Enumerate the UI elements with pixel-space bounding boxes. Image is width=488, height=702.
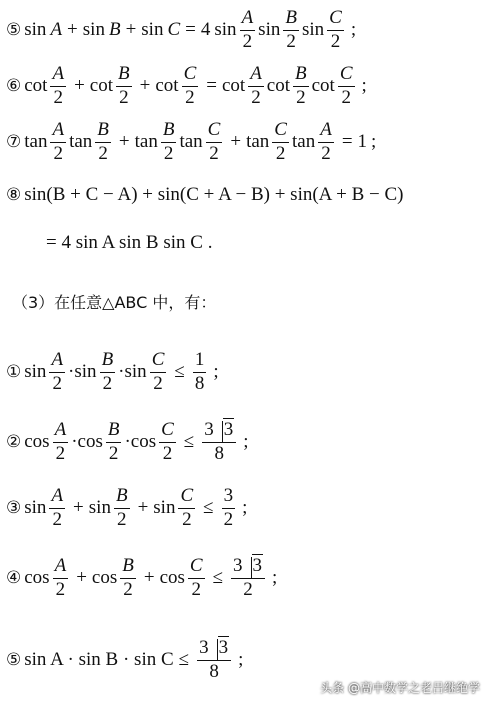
sin: sin bbox=[141, 19, 164, 41]
frac-3sqrt3-2: $\frac{3 3}{2}$ bbox=[231, 556, 265, 601]
tan: tan bbox=[134, 131, 158, 153]
plus: + bbox=[73, 497, 84, 519]
frac-c-2: $\frac{C}{2}$ bbox=[329, 7, 342, 52]
plus: + bbox=[125, 19, 137, 41]
semicolon: ; bbox=[272, 567, 278, 589]
cot: cot bbox=[89, 75, 114, 97]
sin: sin bbox=[214, 19, 237, 41]
leq: ≤ bbox=[174, 361, 185, 383]
circled-8: ⑧ bbox=[6, 185, 22, 205]
frac-1-8: $\frac{1}{8}$ bbox=[194, 349, 205, 394]
cos: cos bbox=[24, 431, 50, 453]
cot: cot bbox=[24, 75, 48, 97]
frac-b-2: $\frac{B}{2}$ bbox=[118, 63, 130, 108]
circled-7: ⑦ bbox=[6, 132, 22, 153]
sin: sin bbox=[74, 361, 97, 383]
cot: cot bbox=[221, 75, 246, 97]
semicolon: ; bbox=[242, 497, 248, 519]
tan: tan bbox=[69, 131, 93, 153]
dot: · bbox=[118, 361, 125, 383]
circled-3: ③ bbox=[6, 498, 22, 519]
identity-5 bbox=[6, 8, 356, 53]
plus: + bbox=[230, 131, 242, 153]
semicolon: ; bbox=[361, 75, 367, 97]
identity-8-lhs: sin(B + C − A) + sin(C + A − B) + sin(A + B − C) bbox=[24, 184, 404, 205]
cos: cos bbox=[77, 431, 103, 453]
semicolon: ; bbox=[243, 431, 249, 453]
frac-a-2: $\frac{A}{2}$ bbox=[241, 7, 254, 52]
cot: cot bbox=[311, 75, 335, 97]
semicolon: ; bbox=[350, 19, 357, 41]
frac-3sqrt3-8: $\frac{3 3}{8}$ bbox=[202, 420, 236, 465]
frac-a-2: $\frac{A}{2}$ bbox=[51, 485, 64, 530]
leq: ≤ bbox=[183, 431, 195, 453]
tan: tan bbox=[179, 131, 203, 153]
tan: tan bbox=[246, 131, 270, 153]
inequality-4 bbox=[6, 556, 277, 601]
frac-c-2: $\frac{C}{2}$ bbox=[180, 485, 194, 530]
frac-c-2: $\frac{C}{2}$ bbox=[274, 119, 287, 164]
cos: cos bbox=[91, 567, 118, 589]
semicolon: ; bbox=[238, 649, 244, 671]
frac-c-2: $\frac{C}{2}$ bbox=[183, 63, 197, 108]
circled-2: ② bbox=[6, 432, 22, 453]
dot: · bbox=[71, 431, 78, 453]
equals: = bbox=[206, 75, 217, 97]
sin: sin bbox=[301, 19, 325, 41]
sin: sin bbox=[24, 497, 47, 519]
circled-6: ⑥ bbox=[6, 76, 22, 97]
plus: + bbox=[118, 131, 130, 153]
leq: ≤ bbox=[178, 649, 190, 671]
frac-a-2: $\frac{A}{2}$ bbox=[52, 63, 65, 108]
sin: sin bbox=[153, 497, 176, 519]
frac-b-2: $\frac{B}{2}$ bbox=[162, 119, 175, 164]
plus: + bbox=[76, 567, 87, 589]
frac-c-2: $\frac{C}{2}$ bbox=[189, 555, 203, 600]
sin: sin bbox=[82, 19, 105, 41]
frac-a-2: $\frac{A}{2}$ bbox=[250, 63, 262, 108]
frac-b-2: $\frac{B}{2}$ bbox=[97, 119, 109, 164]
plus: + bbox=[67, 19, 78, 41]
frac-a-2: $\frac{A}{2}$ bbox=[51, 349, 64, 394]
four: 4 bbox=[200, 19, 211, 41]
semicolon: ; bbox=[371, 131, 377, 153]
identity-8 bbox=[6, 184, 403, 206]
frac-b-2: $\frac{B}{2}$ bbox=[295, 63, 307, 108]
var-c: C bbox=[167, 19, 181, 41]
frac-b-2: $\frac{B}{2}$ bbox=[122, 555, 134, 600]
cos: cos bbox=[24, 567, 50, 589]
frac-b-2: $\frac{B}{2}$ bbox=[285, 7, 297, 52]
frac-c-2: $\frac{C}{2}$ bbox=[207, 119, 221, 164]
leq: ≤ bbox=[212, 567, 224, 589]
equals: = bbox=[341, 131, 353, 153]
equals: = bbox=[185, 19, 196, 41]
frac-b-2: $\frac{B}{2}$ bbox=[101, 349, 114, 394]
sin: sin bbox=[24, 361, 47, 383]
var-b: B bbox=[108, 19, 121, 41]
watermark: 头条 @高中数学之老吕继绝学 bbox=[320, 681, 480, 695]
identity-8-rhs bbox=[46, 232, 212, 254]
plus: + bbox=[74, 75, 85, 97]
cos: cos bbox=[130, 431, 157, 453]
frac-c-2: $\frac{C}{2}$ bbox=[339, 63, 353, 108]
cos: cos bbox=[159, 567, 185, 589]
plus: + bbox=[137, 497, 149, 519]
dot: · bbox=[124, 431, 131, 453]
frac-a-2: $\frac{A}{2}$ bbox=[54, 555, 67, 600]
frac-a-2: $\frac{A}{2}$ bbox=[54, 419, 67, 464]
plus: + bbox=[139, 75, 151, 97]
identity-6 bbox=[6, 64, 367, 109]
heading-text: （3）在任意△ABC 中，有： bbox=[12, 293, 217, 312]
frac-b-2: $\frac{B}{2}$ bbox=[115, 485, 128, 530]
frac-b-2: $\frac{B}{2}$ bbox=[107, 419, 120, 464]
product-expr: sin A · sin B · sin C bbox=[24, 649, 174, 671]
semicolon: ; bbox=[213, 361, 219, 383]
cot: cot bbox=[155, 75, 179, 97]
var-a: A bbox=[50, 19, 63, 41]
sin: sin bbox=[88, 497, 111, 519]
leq: ≤ bbox=[203, 497, 214, 519]
identity-7 bbox=[6, 120, 376, 165]
cot: cot bbox=[266, 75, 291, 97]
frac-c-2: $\frac{C}{2}$ bbox=[161, 419, 174, 464]
one: 1 bbox=[357, 131, 368, 153]
circled-5: ⑤ bbox=[6, 650, 22, 671]
sin: sin bbox=[124, 361, 147, 383]
circled-4: ④ bbox=[6, 568, 22, 589]
frac-a-2: $\frac{A}{2}$ bbox=[52, 119, 65, 164]
frac-c-2: $\frac{C}{2}$ bbox=[151, 349, 165, 394]
frac-3-2: $\frac{3}{2}$ bbox=[223, 485, 234, 530]
inequality-3 bbox=[6, 486, 247, 531]
tan: tan bbox=[24, 131, 48, 153]
tan: tan bbox=[291, 131, 316, 153]
inequality-5 bbox=[6, 638, 243, 683]
inequality-2 bbox=[6, 420, 249, 465]
identity-8-rhs-text: = 4 sin A sin B sin C . bbox=[46, 232, 213, 253]
circled-5: ⑤ bbox=[6, 20, 22, 41]
sin: sin bbox=[24, 19, 47, 41]
plus: + bbox=[143, 567, 155, 589]
inequality-1 bbox=[6, 350, 219, 395]
circled-1: ① bbox=[6, 362, 22, 383]
dot: · bbox=[68, 361, 75, 383]
section-heading bbox=[12, 290, 216, 313]
sin: sin bbox=[258, 19, 281, 41]
frac-a-2: $\frac{A}{2}$ bbox=[320, 119, 332, 164]
frac-3sqrt3-8: $\frac{3 3}{8}$ bbox=[197, 638, 231, 683]
